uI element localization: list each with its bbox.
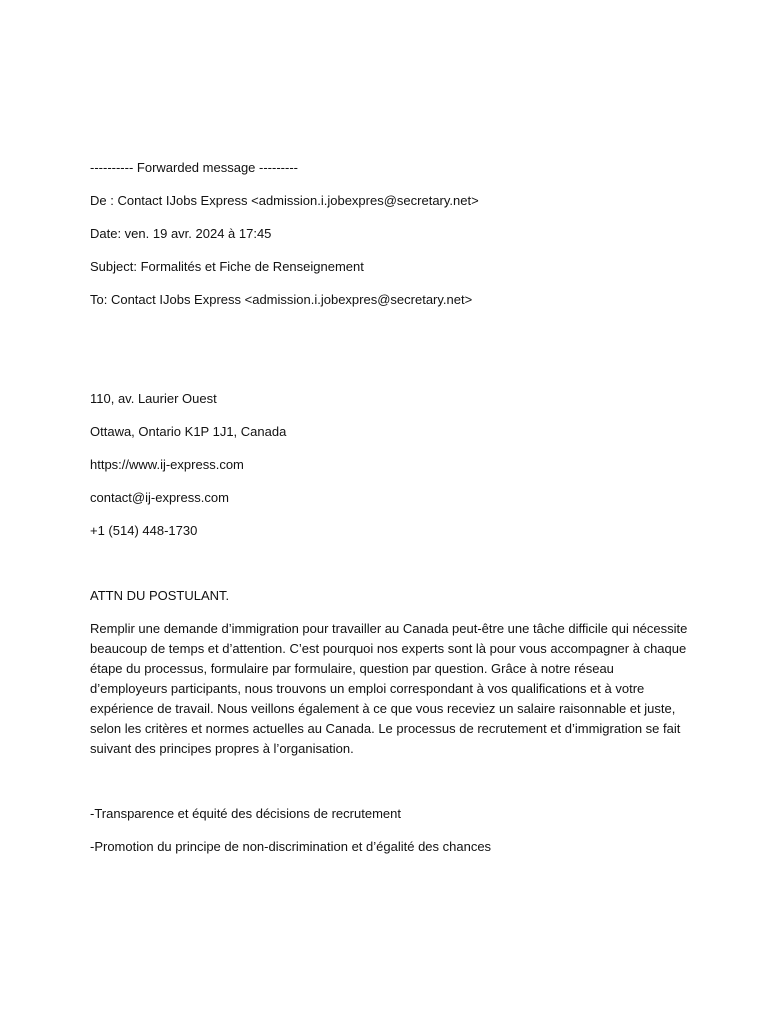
website-link[interactable]: https://www.ij-express.com [90, 457, 244, 472]
forwarded-separator: ---------- Forwarded message --------- [90, 160, 298, 175]
bullet-item: -Promotion du principe de non-discrimination et d’égalité des chances [90, 839, 492, 854]
address-street: 110, av. Laurier Ouest [90, 391, 217, 406]
contact-email[interactable]: contact@ij-express.com [90, 490, 229, 505]
email-from: De : Contact IJobs Express <admission.i.jobexpres@secretary.net> [90, 193, 479, 208]
attn-heading: ATTN DU POSTULANT. [90, 588, 230, 603]
body-paragraph: Remplir une demande d’immigration pour travailler au Canada peut-être une tâche difficile qui nécessite beaucoup de temps et d’attention. C’est pourquoi nos experts sont là pour vous accompagner à chaque étape du processus, formulaire par formulaire, question par question. Grâce à notre réseau d’employeurs participants, nous trouvons un emploi correspondant à vos qualifications et à votre expérience de travail. Nous veillons également à ce que vous receviez un salaire raisonnable et juste, selon les critères et normes actuelles au Canada. Le processus de recrutement et d’immigration se fait suivant des principes propres à l’organisation. [90, 621, 688, 756]
email-date: Date: ven. 19 avr. 2024 à 17:45 [90, 226, 272, 241]
address-city: Ottawa, Ontario K1P 1J1, Canada [90, 424, 287, 439]
bullet-item: -Transparence et équité des décisions de recrutement [90, 806, 401, 821]
email-to: To: Contact IJobs Express <admission.i.jobexpres@secretary.net> [90, 292, 473, 307]
phone-number: +1 (514) 448-1730 [90, 523, 198, 538]
email-subject: Subject: Formalités et Fiche de Renseignement [90, 259, 364, 274]
